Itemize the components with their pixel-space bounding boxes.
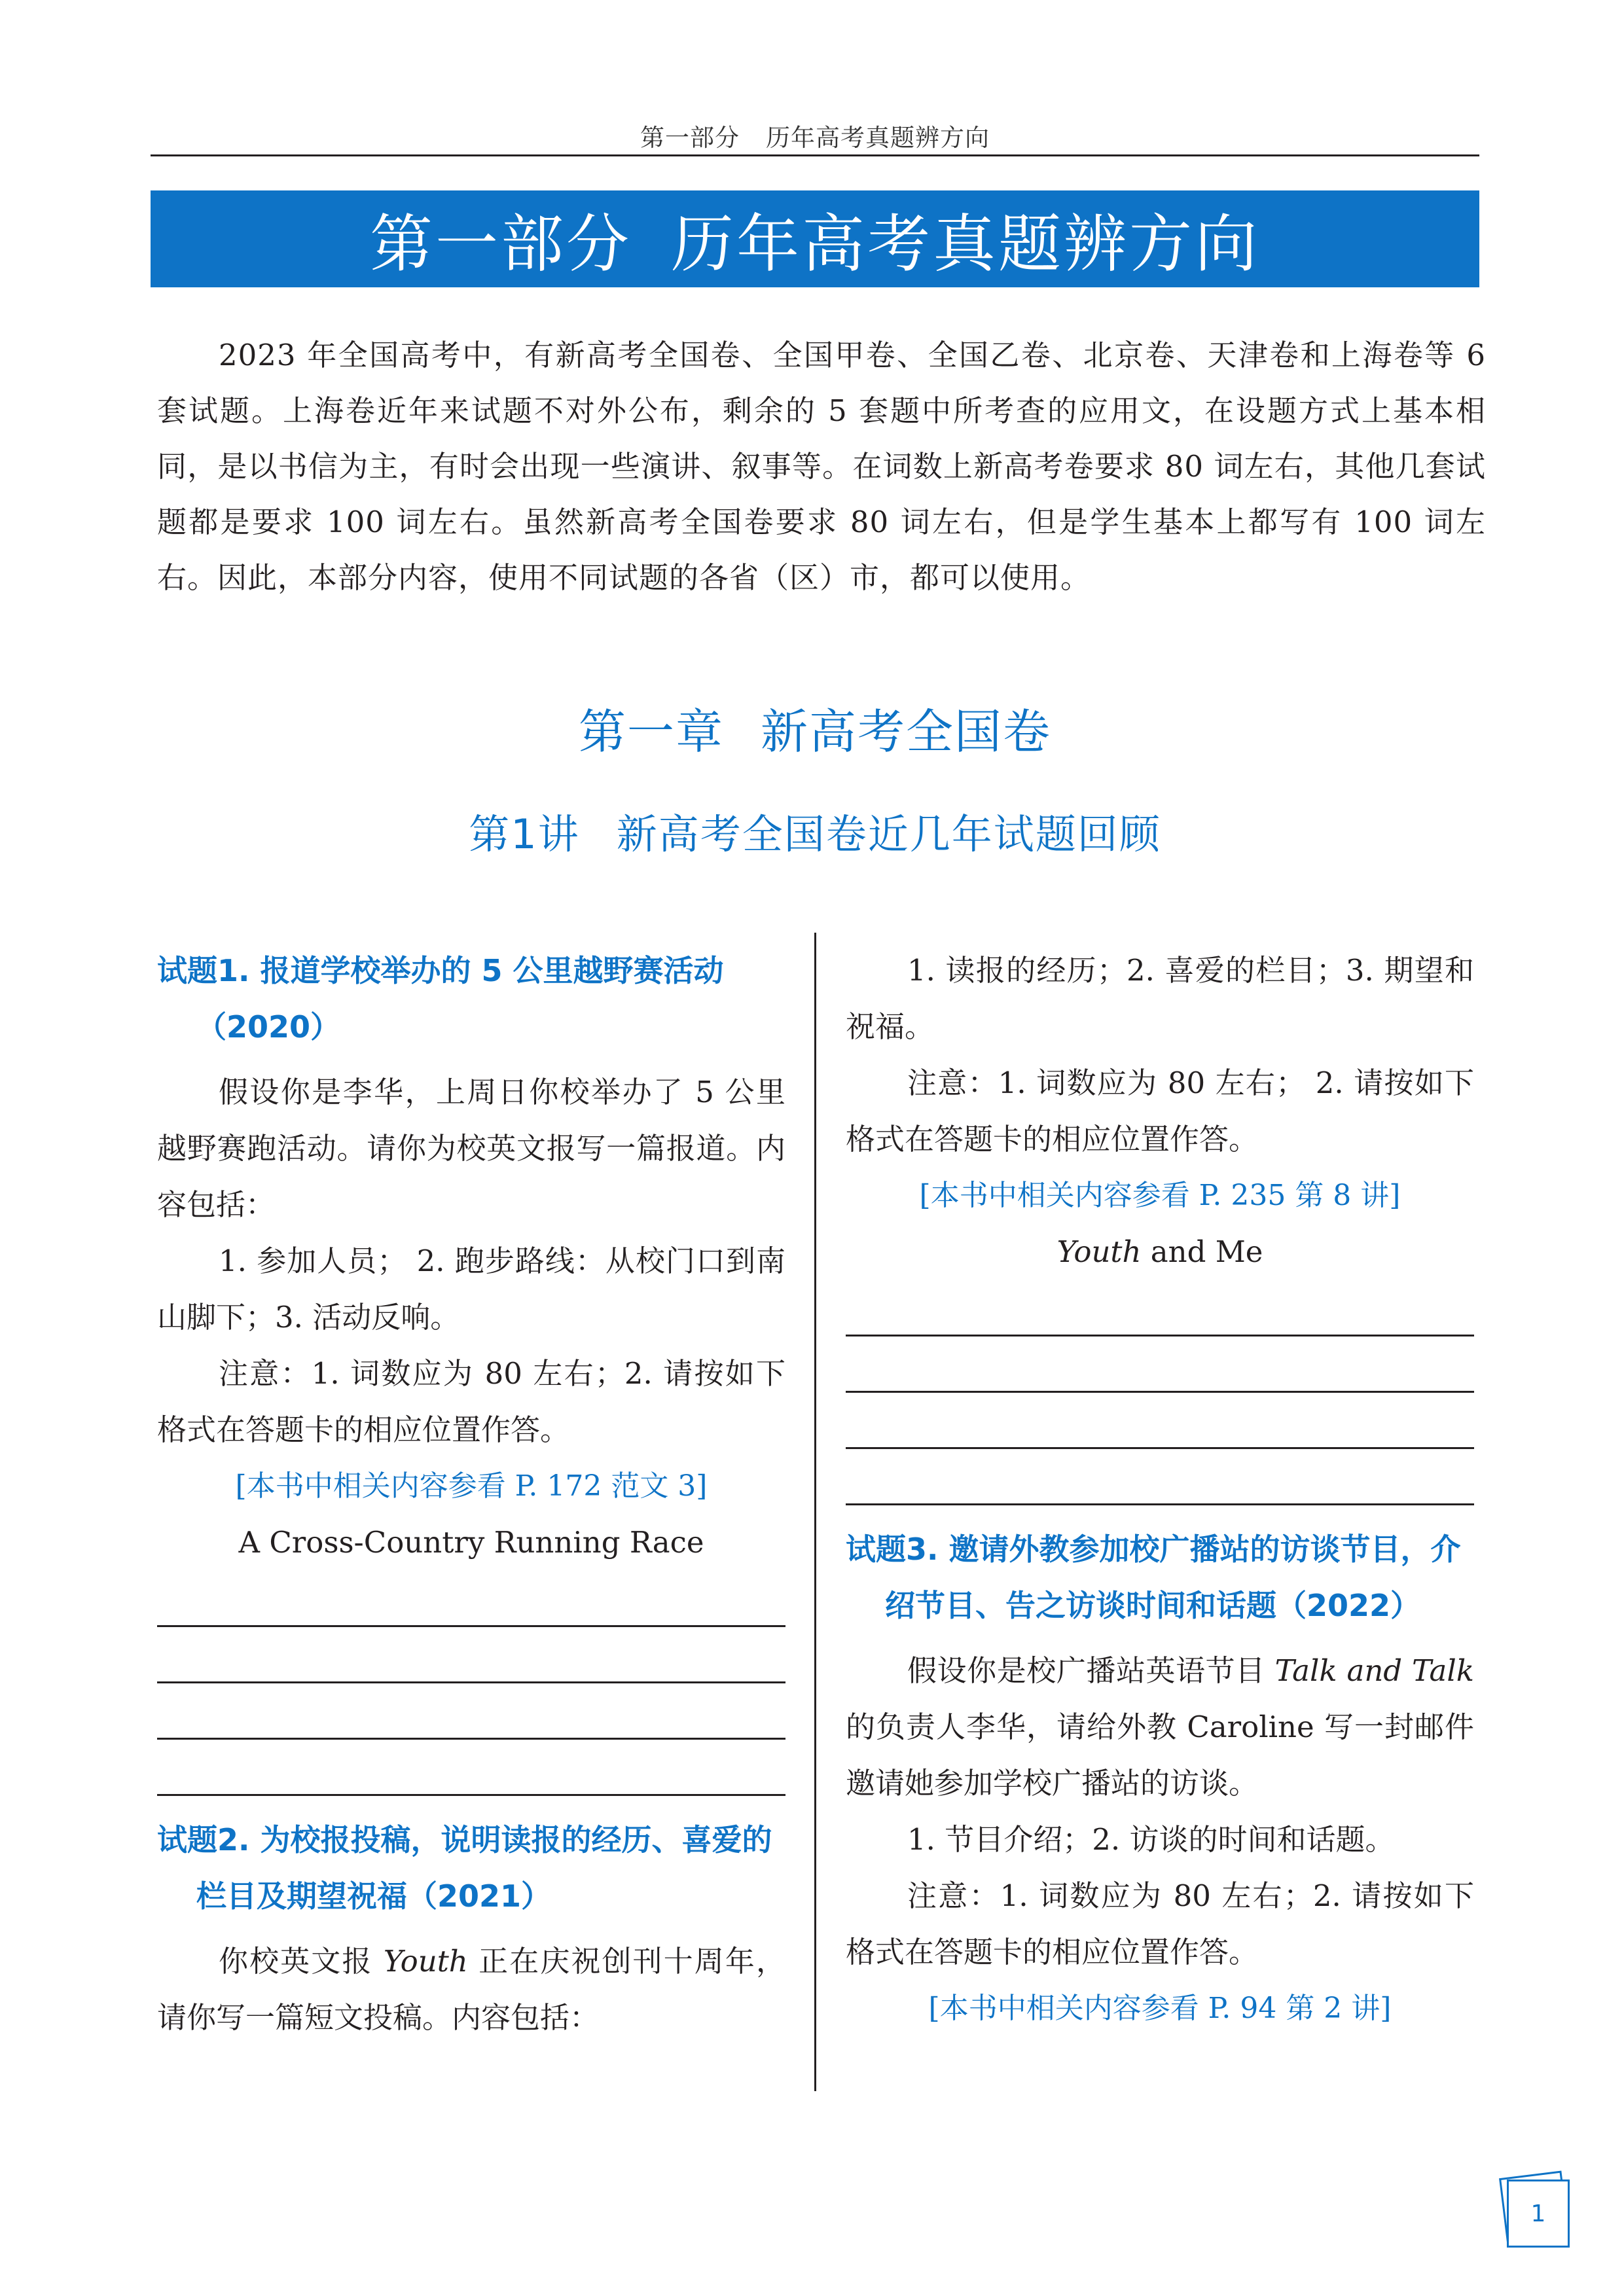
running-header (151, 118, 1479, 153)
question-2-points: 1. 读报的经历；2. 喜爱的栏目；3. 期望和祝福。 (846, 953, 1474, 1044)
part-banner-title: 历年高考真题辨方向 (671, 207, 1260, 281)
running-header-title: 历年高考真题辨方向 (766, 124, 990, 152)
answer-line (846, 1393, 1474, 1449)
running-header-part: 第一部分 (640, 124, 740, 152)
lecture-title (151, 802, 1479, 860)
question-1-points: 1. 参加人员； 2. 跑步路线：从校门口到南山脚下；3. 活动反响。 (157, 1244, 785, 1335)
question-2-prompt (157, 1933, 785, 2046)
question-2-essay-title (846, 1224, 1474, 1280)
question-1-reference: [本书中相关内容参看 P. 172 范文 3] (235, 1469, 708, 1503)
chapter-title (151, 694, 1479, 762)
answer-line (157, 1740, 785, 1796)
left-column (157, 942, 785, 2046)
question-3-program-name: Talk and Talk (1274, 1653, 1474, 1688)
question-1-heading: 试题1. 报道学校举办的 5 公里越野赛活动（2020） (157, 953, 724, 1045)
lecture-name: 新高考全国卷近几年试题回顾 (616, 810, 1161, 858)
question-3-heading: 试题3. 邀请外教参加校广播站的访谈节目，介绍节目、告之访谈时间和话题（2022） (846, 1532, 1461, 1623)
question-2-essay-title-rest: and Me (1141, 1234, 1263, 1269)
question-3-reference: [本书中相关内容参看 P. 94 第 2 讲] (928, 1992, 1392, 2025)
answer-line (846, 1449, 1474, 1505)
page-number: 1 (1507, 2179, 1570, 2248)
answer-line (157, 1627, 785, 1683)
question-3-note: 注意：1. 词数应为 80 左右；2. 请按如下格式在答题卡的相应位置作答。 (846, 1878, 1474, 1969)
chapter-label: 第一章 (578, 704, 724, 759)
question-2-heading: 试题2. 为校报投稿，说明读报的经历、喜爱的栏目及期望祝福（2021） (157, 1822, 772, 1914)
answer-line (157, 1571, 785, 1627)
question-2-essay-title-italic: Youth (1056, 1234, 1142, 1269)
chapter-name: 新高考全国卷 (761, 704, 1052, 759)
part-banner (151, 190, 1479, 287)
right-column (846, 942, 1474, 2037)
question-2-reference: [本书中相关内容参看 P. 235 第 8 讲] (919, 1179, 1401, 1212)
part-banner-label: 第一部分 (370, 207, 632, 281)
question-3-prompt-start: 假设你是校广播站英语节目 (907, 1653, 1275, 1688)
page-number-badge (1503, 2174, 1568, 2246)
intro-paragraph: 2023 年全国高考中，有新高考全国卷、全国甲卷、全国乙卷、北京卷、天津卷和上海卷等 6 套试题。上海卷近年来试题不对外公布，剩余的 5 套题中所考查的应用文，在设题方式上基本相同，是以书信为主，有时会出现一些演讲、叙事等。在词数上新高考卷要求 80 词左右，其他几套试题都是要求 100 词左右。虽然新高考全国卷要求 80 词左右，但是学生基本上都写有 100 词左右。因此，本部分内容，使用不同试题的各省（区）市，都可以使用。 (157, 338, 1486, 595)
answer-line (846, 1280, 1474, 1336)
question-1-prompt: 假设你是李华，上周日你校举办了 5 公里越野赛跑活动。请你为校英文报写一篇报道。内容包括： (157, 1075, 785, 1222)
question-3-points: 1. 节目介绍；2. 访谈的时间和话题。 (907, 1822, 1395, 1857)
answer-line (157, 1683, 785, 1740)
question-2-note: 注意：1. 词数应为 80 左右； 2. 请按如下格式在答题卡的相应位置作答。 (846, 1066, 1474, 1157)
question-3-prompt (846, 1643, 1474, 1812)
question-2-prompt-start: 你校英文报 (219, 1944, 384, 1979)
question-3-prompt-end: 的负责人李华，请给外教 Caroline 写一封邮件邀请她参加学校广播站的访谈。 (846, 1710, 1474, 1801)
column-divider (814, 933, 816, 2091)
question-1-note: 注意：1. 词数应为 80 左右；2. 请按如下格式在答题卡的相应位置作答。 (157, 1356, 785, 1447)
question-1-essay-title: A Cross-Country Running Race (238, 1525, 704, 1560)
lecture-label: 第1讲 (469, 810, 580, 858)
question-2-prompt-end: 正在庆祝创刊十周年，请你写一篇短文投稿。内容包括： (157, 1944, 785, 2035)
question-2-newspaper-name: Youth (383, 1944, 468, 1979)
answer-line (846, 1336, 1474, 1393)
header-rule (151, 154, 1479, 156)
